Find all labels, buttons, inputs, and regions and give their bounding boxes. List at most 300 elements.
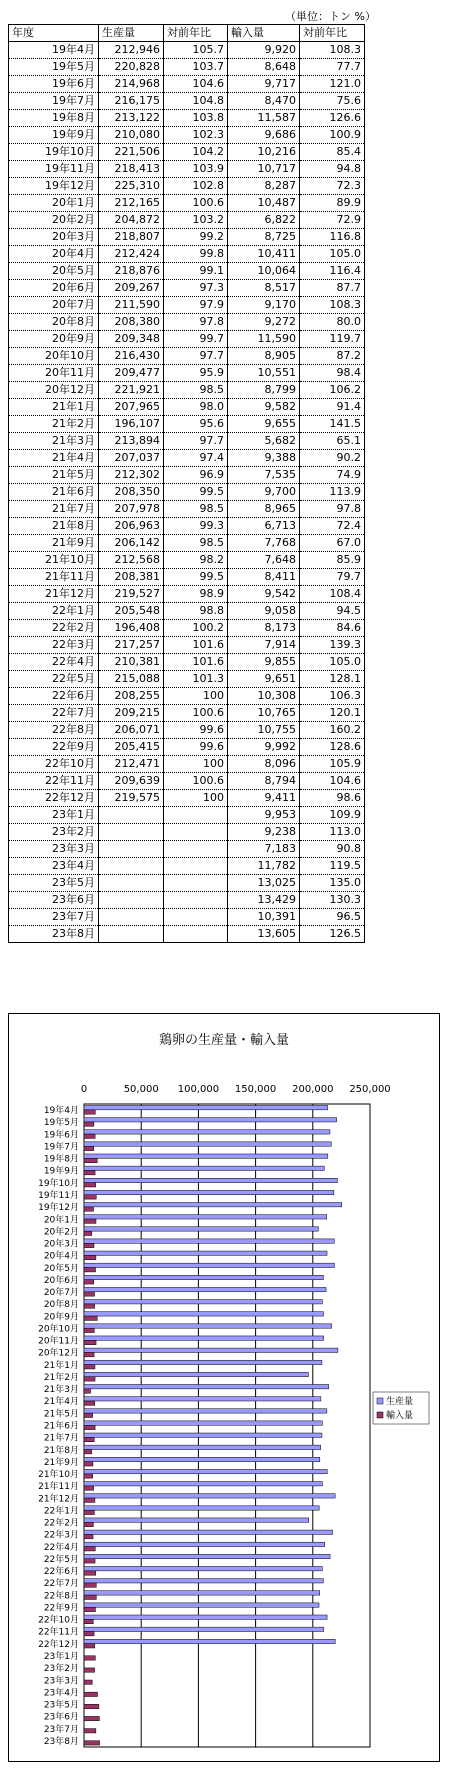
table-row [9, 42, 365, 59]
cell-production-yoy: 103.9 [164, 161, 228, 178]
table-row [9, 76, 365, 93]
cell-production: 208,380 [99, 314, 164, 331]
header-production: 生産量 [99, 25, 164, 42]
table-row [9, 722, 365, 739]
cell-imports-yoy: 77.7 [300, 59, 365, 76]
cell-imports: 10,391 [228, 909, 300, 926]
cell-production-yoy: 103.2 [164, 212, 228, 229]
cell-production-yoy: 98.5 [164, 382, 228, 399]
category-label: 22年7月 [43, 1579, 79, 1590]
table-row [9, 688, 365, 705]
table-row [9, 331, 365, 348]
cell-period: 19年11月 [9, 161, 99, 178]
cell-period: 20年8月 [9, 314, 99, 331]
cell-production: 213,894 [99, 433, 164, 450]
bar-imports [84, 1510, 94, 1514]
bar-chart [9, 1014, 439, 1761]
cell-imports-yoy: 74.9 [300, 467, 365, 484]
bar-production [84, 1130, 330, 1134]
category-label: 19年11月 [38, 1190, 79, 1201]
cell-period: 19年12月 [9, 178, 99, 195]
bar-production [84, 1203, 342, 1207]
cell-imports-yoy: 65.1 [300, 433, 365, 450]
cell-period: 22年9月 [9, 739, 99, 756]
bar-production [84, 1348, 338, 1352]
cell-period: 21年4月 [9, 450, 99, 467]
x-tick-label: 100,000 [177, 1084, 220, 1095]
cell-production [99, 909, 164, 926]
bar-imports [84, 1547, 95, 1551]
table-row [9, 739, 365, 756]
cell-period: 20年2月 [9, 212, 99, 229]
bar-imports [84, 1534, 93, 1538]
cell-imports-yoy: 98.6 [300, 790, 365, 807]
bar-imports [84, 1522, 93, 1526]
cell-production-yoy: 97.8 [164, 314, 228, 331]
category-label: 20年4月 [43, 1251, 79, 1262]
category-label: 19年10月 [38, 1178, 79, 1189]
cell-imports-yoy: 109.9 [300, 807, 365, 824]
cell-production [99, 858, 164, 875]
bar-production [84, 1227, 318, 1231]
cell-period: 19年7月 [9, 93, 99, 110]
table-row [9, 161, 365, 178]
cell-imports: 8,517 [228, 280, 300, 297]
cell-production [99, 824, 164, 841]
cell-period: 20年9月 [9, 331, 99, 348]
cell-production: 221,506 [99, 144, 164, 161]
cell-period: 19年10月 [9, 144, 99, 161]
cell-production: 210,381 [99, 654, 164, 671]
bar-imports [84, 1741, 100, 1745]
bar-imports [84, 1292, 94, 1296]
category-label: 23年6月 [43, 1712, 79, 1723]
legend-label: 生産量 [386, 1397, 414, 1407]
cell-production-yoy [164, 909, 228, 926]
cell-period: 23年8月 [9, 926, 99, 943]
cell-period: 21年9月 [9, 535, 99, 552]
cell-imports: 9,953 [228, 807, 300, 824]
category-label: 21年4月 [43, 1397, 79, 1408]
cell-imports-yoy: 119.7 [300, 331, 365, 348]
bar-imports [84, 1122, 94, 1126]
category-label: 20年7月 [43, 1288, 79, 1299]
cell-period: 19年6月 [9, 76, 99, 93]
cell-production: 212,302 [99, 467, 164, 484]
cell-production-yoy: 100 [164, 688, 228, 705]
category-label: 20年3月 [43, 1239, 79, 1250]
bar-production [84, 1384, 329, 1388]
header-imports: 輸入量 [228, 25, 300, 42]
table-body [9, 42, 365, 943]
bar-production [84, 1166, 324, 1170]
cell-imports: 7,648 [228, 552, 300, 569]
table-row [9, 620, 365, 637]
cell-production-yoy: 100 [164, 790, 228, 807]
cell-production-yoy: 102.3 [164, 127, 228, 144]
table-row [9, 858, 365, 875]
table-row [9, 586, 365, 603]
cell-imports-yoy: 113.9 [300, 484, 365, 501]
cell-production-yoy [164, 858, 228, 875]
cell-production: 218,413 [99, 161, 164, 178]
legend-swatch [377, 1398, 383, 1404]
cell-production: 208,381 [99, 569, 164, 586]
chart-title: 鶏卵の生産量・輸入量 [158, 1033, 290, 1048]
table-row [9, 450, 365, 467]
cell-production: 212,568 [99, 552, 164, 569]
category-label: 19年6月 [43, 1130, 79, 1141]
bar-production [84, 1615, 327, 1619]
cell-imports-yoy: 106.3 [300, 688, 365, 705]
cell-period: 19年4月 [9, 42, 99, 59]
table-row [9, 416, 365, 433]
cell-production: 207,978 [99, 501, 164, 518]
bar-imports [84, 1134, 95, 1138]
table-row [9, 671, 365, 688]
cell-period: 20年11月 [9, 365, 99, 382]
cell-production: 216,430 [99, 348, 164, 365]
table-row [9, 314, 365, 331]
x-tick-label: 250,000 [349, 1084, 391, 1095]
cell-imports: 13,025 [228, 875, 300, 892]
category-label: 23年7月 [43, 1724, 79, 1735]
bar-imports [84, 1304, 95, 1308]
table-row [9, 909, 365, 926]
cell-period: 23年2月 [9, 824, 99, 841]
cell-imports-yoy: 120.1 [300, 705, 365, 722]
cell-imports-yoy: 80.0 [300, 314, 365, 331]
category-label: 22年12月 [38, 1639, 79, 1650]
bar-production [84, 1639, 335, 1643]
cell-imports: 10,308 [228, 688, 300, 705]
cell-production: 209,477 [99, 365, 164, 382]
bar-imports [84, 1219, 96, 1223]
table-row [9, 144, 365, 161]
cell-production-yoy: 100.2 [164, 620, 228, 637]
bar-production [84, 1372, 308, 1376]
table-row [9, 773, 365, 790]
bar-imports [84, 1389, 91, 1393]
bar-imports [84, 1352, 94, 1356]
category-label: 20年5月 [43, 1263, 79, 1274]
cell-imports: 7,535 [228, 467, 300, 484]
cell-imports-yoy: 106.2 [300, 382, 365, 399]
bar-production [84, 1300, 322, 1304]
cell-production-yoy: 104.6 [164, 76, 228, 93]
legend-swatch [377, 1412, 383, 1418]
header-production-yoy: 対前年比 [164, 25, 228, 42]
category-label: 23年4月 [43, 1688, 79, 1699]
cell-imports: 7,183 [228, 841, 300, 858]
cell-production: 207,037 [99, 450, 164, 467]
cell-production: 204,872 [99, 212, 164, 229]
cell-production: 217,257 [99, 637, 164, 654]
cell-period: 21年6月 [9, 484, 99, 501]
bar-imports [84, 1316, 97, 1320]
cell-production-yoy: 98.9 [164, 586, 228, 603]
cell-imports: 9,170 [228, 297, 300, 314]
category-label: 22年6月 [43, 1567, 79, 1578]
cell-imports: 9,238 [228, 824, 300, 841]
table-row [9, 59, 365, 76]
table-header-row [9, 25, 365, 42]
bar-imports [84, 1656, 95, 1660]
cell-production-yoy: 99.3 [164, 518, 228, 535]
cell-imports-yoy: 87.7 [300, 280, 365, 297]
cell-period: 19年5月 [9, 59, 99, 76]
category-label: 22年3月 [43, 1530, 79, 1541]
cell-production-yoy: 99.1 [164, 263, 228, 280]
table-row [9, 110, 365, 127]
bar-production [84, 1105, 328, 1109]
bar-imports [84, 1644, 95, 1648]
table-row [9, 518, 365, 535]
table-row [9, 127, 365, 144]
table-row [9, 280, 365, 297]
cell-production [99, 875, 164, 892]
cell-imports: 8,287 [228, 178, 300, 195]
cell-period: 23年5月 [9, 875, 99, 892]
category-label: 22年5月 [43, 1554, 79, 1565]
cell-production: 211,590 [99, 297, 164, 314]
cell-imports-yoy: 67.0 [300, 535, 365, 552]
cell-production: 209,639 [99, 773, 164, 790]
cell-imports-yoy: 128.1 [300, 671, 365, 688]
category-label: 19年7月 [43, 1142, 79, 1153]
cell-imports: 13,429 [228, 892, 300, 909]
header-imports-yoy: 対前年比 [300, 25, 365, 42]
bar-production [84, 1518, 309, 1522]
cell-imports-yoy: 90.2 [300, 450, 365, 467]
category-label: 21年10月 [38, 1470, 79, 1481]
cell-imports: 10,755 [228, 722, 300, 739]
table-row [9, 756, 365, 773]
bar-imports [84, 1268, 96, 1272]
category-label: 22年11月 [38, 1627, 79, 1638]
table-row [9, 433, 365, 450]
bar-imports [84, 1328, 94, 1332]
category-label: 21年6月 [43, 1421, 79, 1432]
cell-imports: 9,717 [228, 76, 300, 93]
cell-production: 206,142 [99, 535, 164, 552]
cell-production-yoy: 103.7 [164, 59, 228, 76]
cell-imports-yoy: 96.5 [300, 909, 365, 926]
cell-production-yoy: 95.6 [164, 416, 228, 433]
table-row [9, 790, 365, 807]
cell-period: 21年2月 [9, 416, 99, 433]
cell-production: 213,122 [99, 110, 164, 127]
category-label: 21年8月 [43, 1445, 79, 1456]
cell-imports-yoy: 97.8 [300, 501, 365, 518]
cell-production: 221,921 [99, 382, 164, 399]
cell-period: 22年7月 [9, 705, 99, 722]
cell-production [99, 841, 164, 858]
bar-production [84, 1215, 327, 1219]
cell-imports: 9,655 [228, 416, 300, 433]
bar-production [84, 1542, 325, 1546]
bar-imports [84, 1425, 95, 1429]
cell-imports: 10,411 [228, 246, 300, 263]
bar-imports [84, 1280, 94, 1284]
cell-imports: 10,551 [228, 365, 300, 382]
cell-production: 212,165 [99, 195, 164, 212]
bar-production [84, 1190, 334, 1194]
bar-production [84, 1579, 323, 1583]
cell-period: 20年12月 [9, 382, 99, 399]
cell-production: 216,175 [99, 93, 164, 110]
cell-production-yoy: 99.6 [164, 739, 228, 756]
cell-imports: 10,216 [228, 144, 300, 161]
cell-production-yoy: 99.5 [164, 484, 228, 501]
cell-period: 22年8月 [9, 722, 99, 739]
bar-imports [84, 1559, 95, 1563]
cell-production: 215,088 [99, 671, 164, 688]
bar-production [84, 1312, 323, 1316]
bar-production [84, 1251, 327, 1255]
cell-production: 208,350 [99, 484, 164, 501]
category-label: 21年3月 [43, 1385, 79, 1396]
x-tick-label: 200,000 [292, 1084, 334, 1095]
cell-imports-yoy: 139.3 [300, 637, 365, 654]
cell-imports-yoy: 121.0 [300, 76, 365, 93]
bar-imports [84, 1401, 95, 1405]
category-label: 21年5月 [43, 1409, 79, 1420]
bar-imports [84, 1207, 93, 1211]
cell-period: 22年2月 [9, 620, 99, 637]
cell-imports-yoy: 128.6 [300, 739, 365, 756]
bar-production [84, 1445, 321, 1449]
cell-period: 21年5月 [9, 467, 99, 484]
bar-production [84, 1239, 334, 1243]
cell-production-yoy: 97.9 [164, 297, 228, 314]
category-label: 22年4月 [43, 1542, 79, 1553]
bar-imports [84, 1632, 94, 1636]
cell-production: 206,963 [99, 518, 164, 535]
cell-period: 22年12月 [9, 790, 99, 807]
cell-production-yoy: 96.9 [164, 467, 228, 484]
bar-imports [84, 1183, 96, 1187]
cell-production-yoy [164, 875, 228, 892]
bar-production [84, 1494, 335, 1498]
cell-period: 22年11月 [9, 773, 99, 790]
table-row [9, 467, 365, 484]
bar-production [84, 1336, 324, 1340]
cell-imports: 8,799 [228, 382, 300, 399]
bar-production [84, 1530, 333, 1534]
bar-imports [84, 1231, 92, 1235]
table-row [9, 569, 365, 586]
cell-production-yoy: 103.8 [164, 110, 228, 127]
cell-period: 19年8月 [9, 110, 99, 127]
cell-imports: 9,920 [228, 42, 300, 59]
table-row [9, 705, 365, 722]
bar-imports [84, 1195, 96, 1199]
cell-production-yoy: 101.6 [164, 637, 228, 654]
cell-imports: 11,782 [228, 858, 300, 875]
category-label: 20年10月 [38, 1324, 79, 1335]
cell-imports: 8,725 [228, 229, 300, 246]
cell-production: 209,348 [99, 331, 164, 348]
bar-imports [84, 1365, 95, 1369]
cell-imports-yoy: 108.3 [300, 42, 365, 59]
cell-period: 20年10月 [9, 348, 99, 365]
table-row [9, 875, 365, 892]
cell-period: 23年1月 [9, 807, 99, 824]
bar-production [84, 1421, 322, 1425]
cell-production-yoy: 99.8 [164, 246, 228, 263]
legend-label: 輸入量 [386, 1411, 414, 1421]
chart-panel [8, 1013, 440, 1762]
cell-period: 23年3月 [9, 841, 99, 858]
bar-imports [84, 1583, 96, 1587]
table-row [9, 637, 365, 654]
cell-production: 220,828 [99, 59, 164, 76]
table-row [9, 178, 365, 195]
bar-production [84, 1603, 319, 1607]
cell-imports-yoy: 105.0 [300, 654, 365, 671]
cell-production: 207,965 [99, 399, 164, 416]
bar-production [84, 1360, 322, 1364]
category-label: 21年1月 [43, 1360, 79, 1371]
cell-production: 212,471 [99, 756, 164, 773]
category-label: 23年3月 [43, 1676, 79, 1687]
category-label: 23年2月 [43, 1664, 79, 1675]
bar-imports [84, 1595, 96, 1599]
cell-period: 21年11月 [9, 569, 99, 586]
cell-imports: 9,651 [228, 671, 300, 688]
cell-production: 209,267 [99, 280, 164, 297]
cell-period: 20年3月 [9, 229, 99, 246]
bar-production [84, 1263, 334, 1267]
bar-imports [84, 1377, 95, 1381]
table-row [9, 484, 365, 501]
cell-production: 209,215 [99, 705, 164, 722]
cell-production [99, 926, 164, 943]
cell-imports-yoy: 116.8 [300, 229, 365, 246]
cell-production-yoy [164, 807, 228, 824]
cell-imports-yoy: 126.5 [300, 926, 365, 943]
cell-imports: 8,411 [228, 569, 300, 586]
cell-imports-yoy: 94.8 [300, 161, 365, 178]
cell-production-yoy: 97.4 [164, 450, 228, 467]
x-tick-label: 50,000 [123, 1084, 159, 1095]
cell-imports: 9,058 [228, 603, 300, 620]
cell-production [99, 892, 164, 909]
cell-period: 22年5月 [9, 671, 99, 688]
cell-production-yoy: 104.8 [164, 93, 228, 110]
category-label: 21年12月 [38, 1494, 79, 1505]
bar-imports [84, 1692, 97, 1696]
category-label: 21年7月 [43, 1433, 79, 1444]
category-label: 23年1月 [43, 1652, 79, 1663]
cell-imports-yoy: 105.9 [300, 756, 365, 773]
bar-production [84, 1142, 331, 1146]
cell-imports-yoy: 100.9 [300, 127, 365, 144]
bar-imports [84, 1571, 96, 1575]
cell-period: 20年1月 [9, 195, 99, 212]
cell-imports-yoy: 90.8 [300, 841, 365, 858]
cell-imports-yoy: 85.9 [300, 552, 365, 569]
unit-label: （単位：トン %） [285, 10, 376, 23]
cell-production-yoy: 100.6 [164, 773, 228, 790]
cell-production: 206,071 [99, 722, 164, 739]
cell-period: 20年5月 [9, 263, 99, 280]
category-label: 20年12月 [38, 1348, 79, 1359]
x-tick-label: 0 [80, 1084, 88, 1095]
cell-production-yoy: 100 [164, 756, 228, 773]
cell-production: 225,310 [99, 178, 164, 195]
